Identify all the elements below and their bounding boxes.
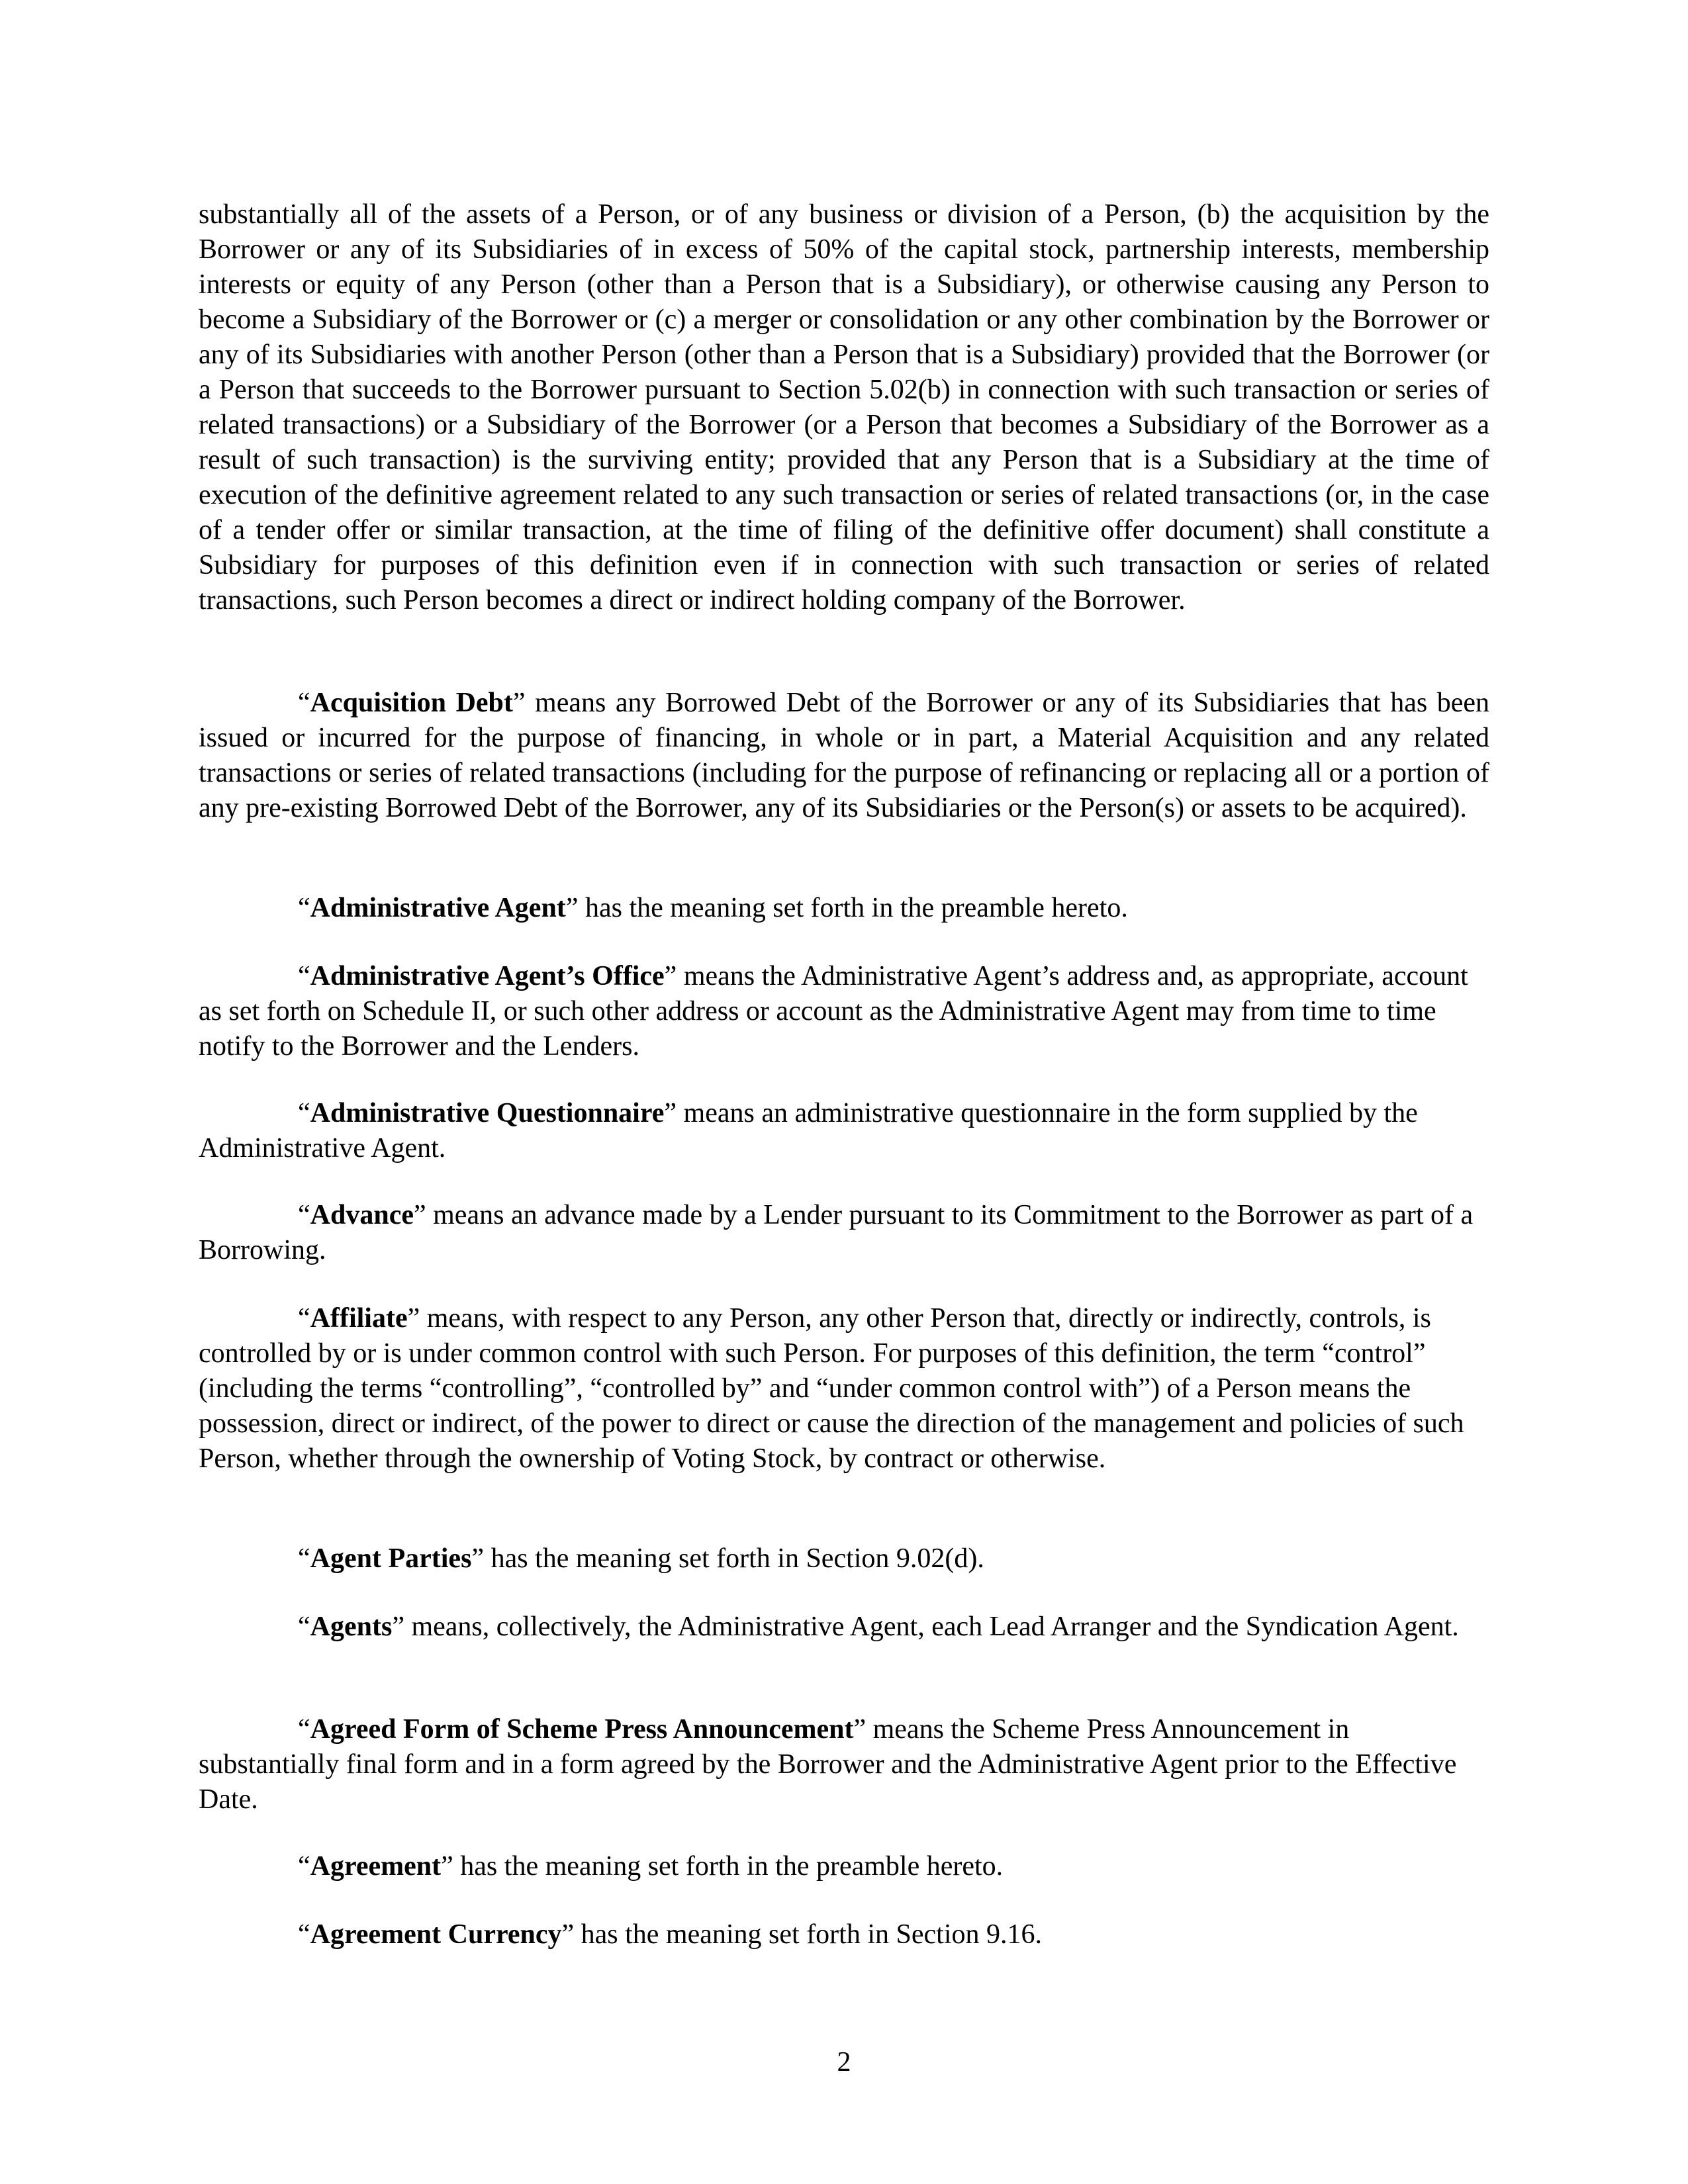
definition-agreed-form-of-scheme-press-announcement: “Agreed Form of Scheme Press Announcement” means the Scheme Press Announcement in substantially final form and in a form agreed by the Borrower and the Administrative Agent prior to the Effective Date. [199,1714,1457,1815]
definition-acquisition-debt: “Acquisition Debt” means any Borrowed Debt of the Borrower or any of its Subsidiaries that has been issued or incurred for the purpose of financing, in whole or in part, a Material Acquisition and any related transactions or series of related transactions (including for the purpose of refinancing or replacing all or a portion of any pre-existing Borrowed Debt of the Borrower, any of its Subsidiaries or the Person(s) or assets to be acquired). [199,688,1490,823]
definition-text: ” means the Administrative Agent’s address and, as appropriate, account as set forth on Schedule II, or such other address or account as the Administrative Agent may from time to time notify to the Borrower and the Lenders. [199,961,1468,1062]
defined-term: Advance [310,1200,414,1230]
defined-term: Agreed Form of Scheme Press Announcement [310,1714,854,1745]
definition-agents: “Agents” means, collectively, the Administrative Agent, each Lead Arranger and the Syndication Agent. [298,1612,1459,1642]
defined-term: Affiliate [310,1303,408,1334]
definition-text: ” means, collectively, the Administrative Agent, each Lead Arranger and the Syndication Agent. [392,1612,1459,1642]
definition-text: ” has the meaning set forth in Section 9.16. [561,1919,1042,1950]
definition-text: ” has the meaning set forth in Section 9.02(d). [471,1543,984,1574]
definition-text: ” means, with respect to any Person, any other Person that, directly or indirectly, controls, is controlled by or is under common control with such Person. For purposes of this definition, the term “control” (including the terms “controlling”, “controlled by” and “under common control with”) of a Person means the possession, direct or indirect, of the power to direct or cause the direction of the management and policies of such Person, whether through the ownership of Voting Stock, by contract or otherwise. [199,1303,1464,1474]
definition-agent-parties: “Agent Parties” has the meaning set forth in Section 9.02(d). [298,1543,984,1574]
defined-term: Administrative Agent’s Office [310,961,665,991]
definition-continuation [199,197,1489,618]
definition-advance: “Advance” means an advance made by a Lender pursuant to its Commitment to the Borrower as part of a Borrowing. [199,1200,1474,1265]
definition-text: ” means an administrative questionnaire in the form supplied by the Administrative Agent. [199,1098,1418,1163]
defined-term: Administrative Agent [310,893,566,923]
definition-administrative-questionnaire: “Administrative Questionnaire” means an administrative questionnaire in the form supplied by the Administrative Agent. [199,1098,1418,1163]
definition-text: ” has the meaning set forth in the preamble hereto. [565,893,1128,923]
defined-term: Agreement [310,1851,442,1882]
defined-term: Acquisition Debt [310,688,513,718]
definition-text: ” means the Scheme Press Announcement in substantially final form and in a form agreed by the Borrower and the Administrative Agent prior to the Effective Date. [199,1714,1457,1815]
definition-affiliate: “Affiliate” means, with respect to any Person, any other Person that, directly or indirectly, controls, is controlled by or is under common control with such Person. For purposes of this definition, the term “control” (including the terms “controlling”, “controlled by” and “under common control with”) of a Person means the possession, direct or indirect, of the power to direct or cause the direction of the management and policies of such Person, whether through the ownership of Voting Stock, by contract or otherwise. [199,1303,1464,1474]
defined-term: Agreement Currency [310,1919,562,1950]
definition-administrative-agent: “Administrative Agent” has the meaning set forth in the preamble hereto. [298,893,1128,923]
definition-agreement-currency: “Agreement Currency” has the meaning set forth in Section 9.16. [298,1919,1042,1950]
paragraph-text: substantially all of the assets of a Person, or of any business or division of a Person, (b) the acquisition by the Borrower or any of its Subsidiaries of in excess of 50% of the capital stock, partnership interests, membership interests or equity of any Person (other than a Person that is a Subsidiary), or otherwise causing any Person to become a Subsidiary of the Borrower or (c) a merger or consolidation or any other combination by the Borrower or any of its Subsidiaries with another Person (other than a Person that is a Subsidiary) provided that the Borrower (or a Person that succeeds to the Borrower pursuant to Section 5.02(b) in connection with such transaction or series of related transactions) or a Subsidiary of the Borrower (or a Person that becomes a Subsidiary of the Borrower as a result of such transaction) is the surviving entity; provided that any Person that is a Subsidiary at the time of execution of the definitive agreement related to any such transaction or series of related transactions (or, in the case of a tender offer or similar transaction, at the time of filing of the definitive offer document) shall constitute a Subsidiary for purposes of this definition even if in connection with such transaction or series of related transactions, such Person becomes a direct or indirect holding company of the Borrower. [199,199,1489,615]
defined-term: Agent Parties [310,1543,472,1574]
definition-text: ” has the meaning set forth in the preamble hereto. [441,1851,1004,1882]
definition-agreement: “Agreement” has the meaning set forth in the preamble hereto. [298,1851,1004,1882]
definition-text: ” means any Borrowed Debt of the Borrower or any of its Subsidiaries that has been issued or incurred for the purpose of financing, in whole or in part, a Material Acquisition and any related transactions or series of related transactions (including for the purpose of refinancing or replacing all or a portion of any pre-existing Borrowed Debt of the Borrower, any of its Subsidiaries or the Person(s) or assets to be acquired). [199,688,1490,823]
defined-term: Agents [310,1612,393,1642]
page-number: 2 [837,2047,851,2077]
definition-text: ” means an advance made by a Lender pursuant to its Commitment to the Borrower as part of a Borrowing. [199,1200,1474,1265]
definition-administrative-agents-office: “Administrative Agent’s Office” means the Administrative Agent’s address and, as appropriate, account as set forth on Schedule II, or such other address or account as the Administrative Agent may from time to time notify to the Borrower and the Lenders. [199,961,1468,1062]
defined-term: Administrative Questionnaire [310,1098,665,1128]
